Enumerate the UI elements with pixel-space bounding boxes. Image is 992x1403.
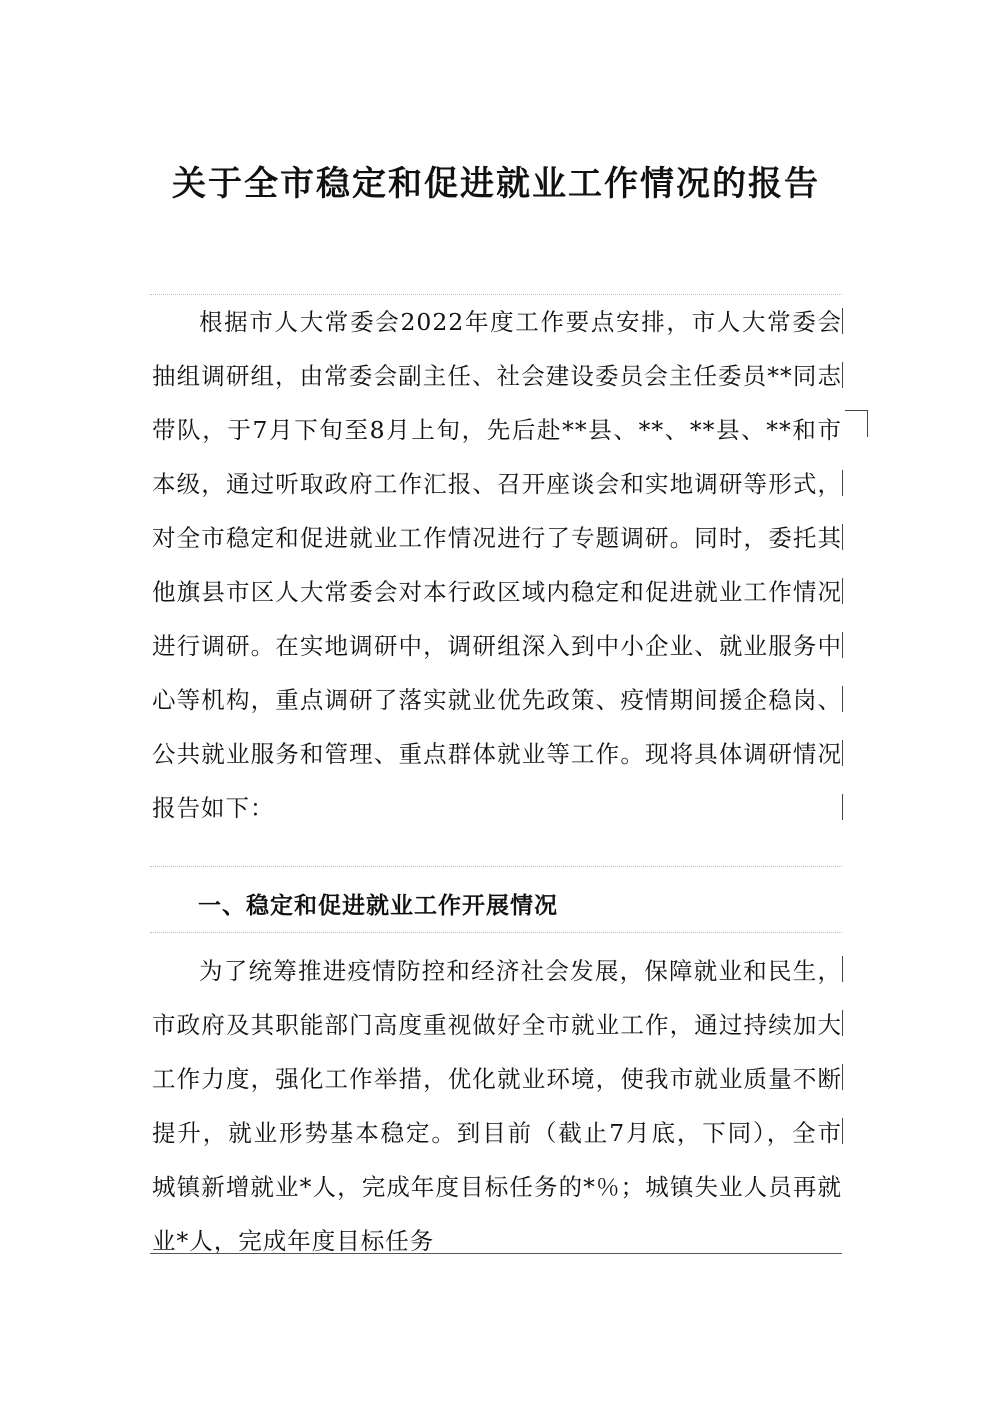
margin-mark bbox=[842, 1118, 843, 1144]
margin-mark bbox=[842, 362, 843, 388]
margin-mark bbox=[842, 1064, 843, 1090]
margin-mark bbox=[842, 956, 843, 982]
margin-mark bbox=[842, 470, 843, 496]
margin-mark bbox=[842, 578, 843, 604]
margin-mark bbox=[842, 794, 843, 820]
section-1-paragraph: 为了统筹推进疫情防控和经济社会发展，保障就业和民生，市政府及其职能部门高度重视做好全市就业工作，通过持续加大工作力度，强化工作举措，优化就业环境，使我市就业质量不断提升，就业形势基本稳定。到目前（截止7月底，下同），全市城镇新增就业*人，完成年度目标任务的*％；城镇失业人员再就业*人，完成年度目标任务 bbox=[152, 957, 842, 1255]
margin-mark bbox=[842, 632, 843, 658]
margin-mark bbox=[842, 1010, 843, 1036]
document-title: 关于全市稳定和促进就业工作情况的报告 bbox=[172, 164, 820, 204]
page-bottom-rule bbox=[150, 1253, 842, 1254]
margin-mark bbox=[842, 524, 843, 550]
intro-paragraph: 根据市人大常委会2022年度工作要点安排，市人大常委会抽组调研组，由常委会副主任、社会建设委员会主任委员**同志带队，于7月下旬至8月上旬，先后赴**县、**、**县、**和市本级，通过听取政府工作汇报、召开座谈会和实地调研等形式，对全市稳定和促进就业工作情况进行了专题调研。同时，委托其他旗县市区人大常委会对本行政区域内稳定和促进就业工作情况进行调研。在实地调研中，调研组深入到中小企业、就业服务中心等机构，重点调研了落实就业优先政策、疫情期间援企稳岗、公共就业服务和管理、重点群体就业等工作。现将具体调研情况报告如下： bbox=[152, 308, 842, 822]
margin-mark bbox=[842, 740, 843, 766]
margin-mark bbox=[842, 686, 843, 712]
margin-mark bbox=[842, 308, 843, 334]
section-1-heading: 一、稳定和促进就业工作开展情况 bbox=[198, 893, 558, 919]
section-1-top-border bbox=[150, 932, 842, 933]
overflow-corner-mark bbox=[845, 410, 868, 437]
paragraph-bottom-border bbox=[150, 866, 842, 867]
